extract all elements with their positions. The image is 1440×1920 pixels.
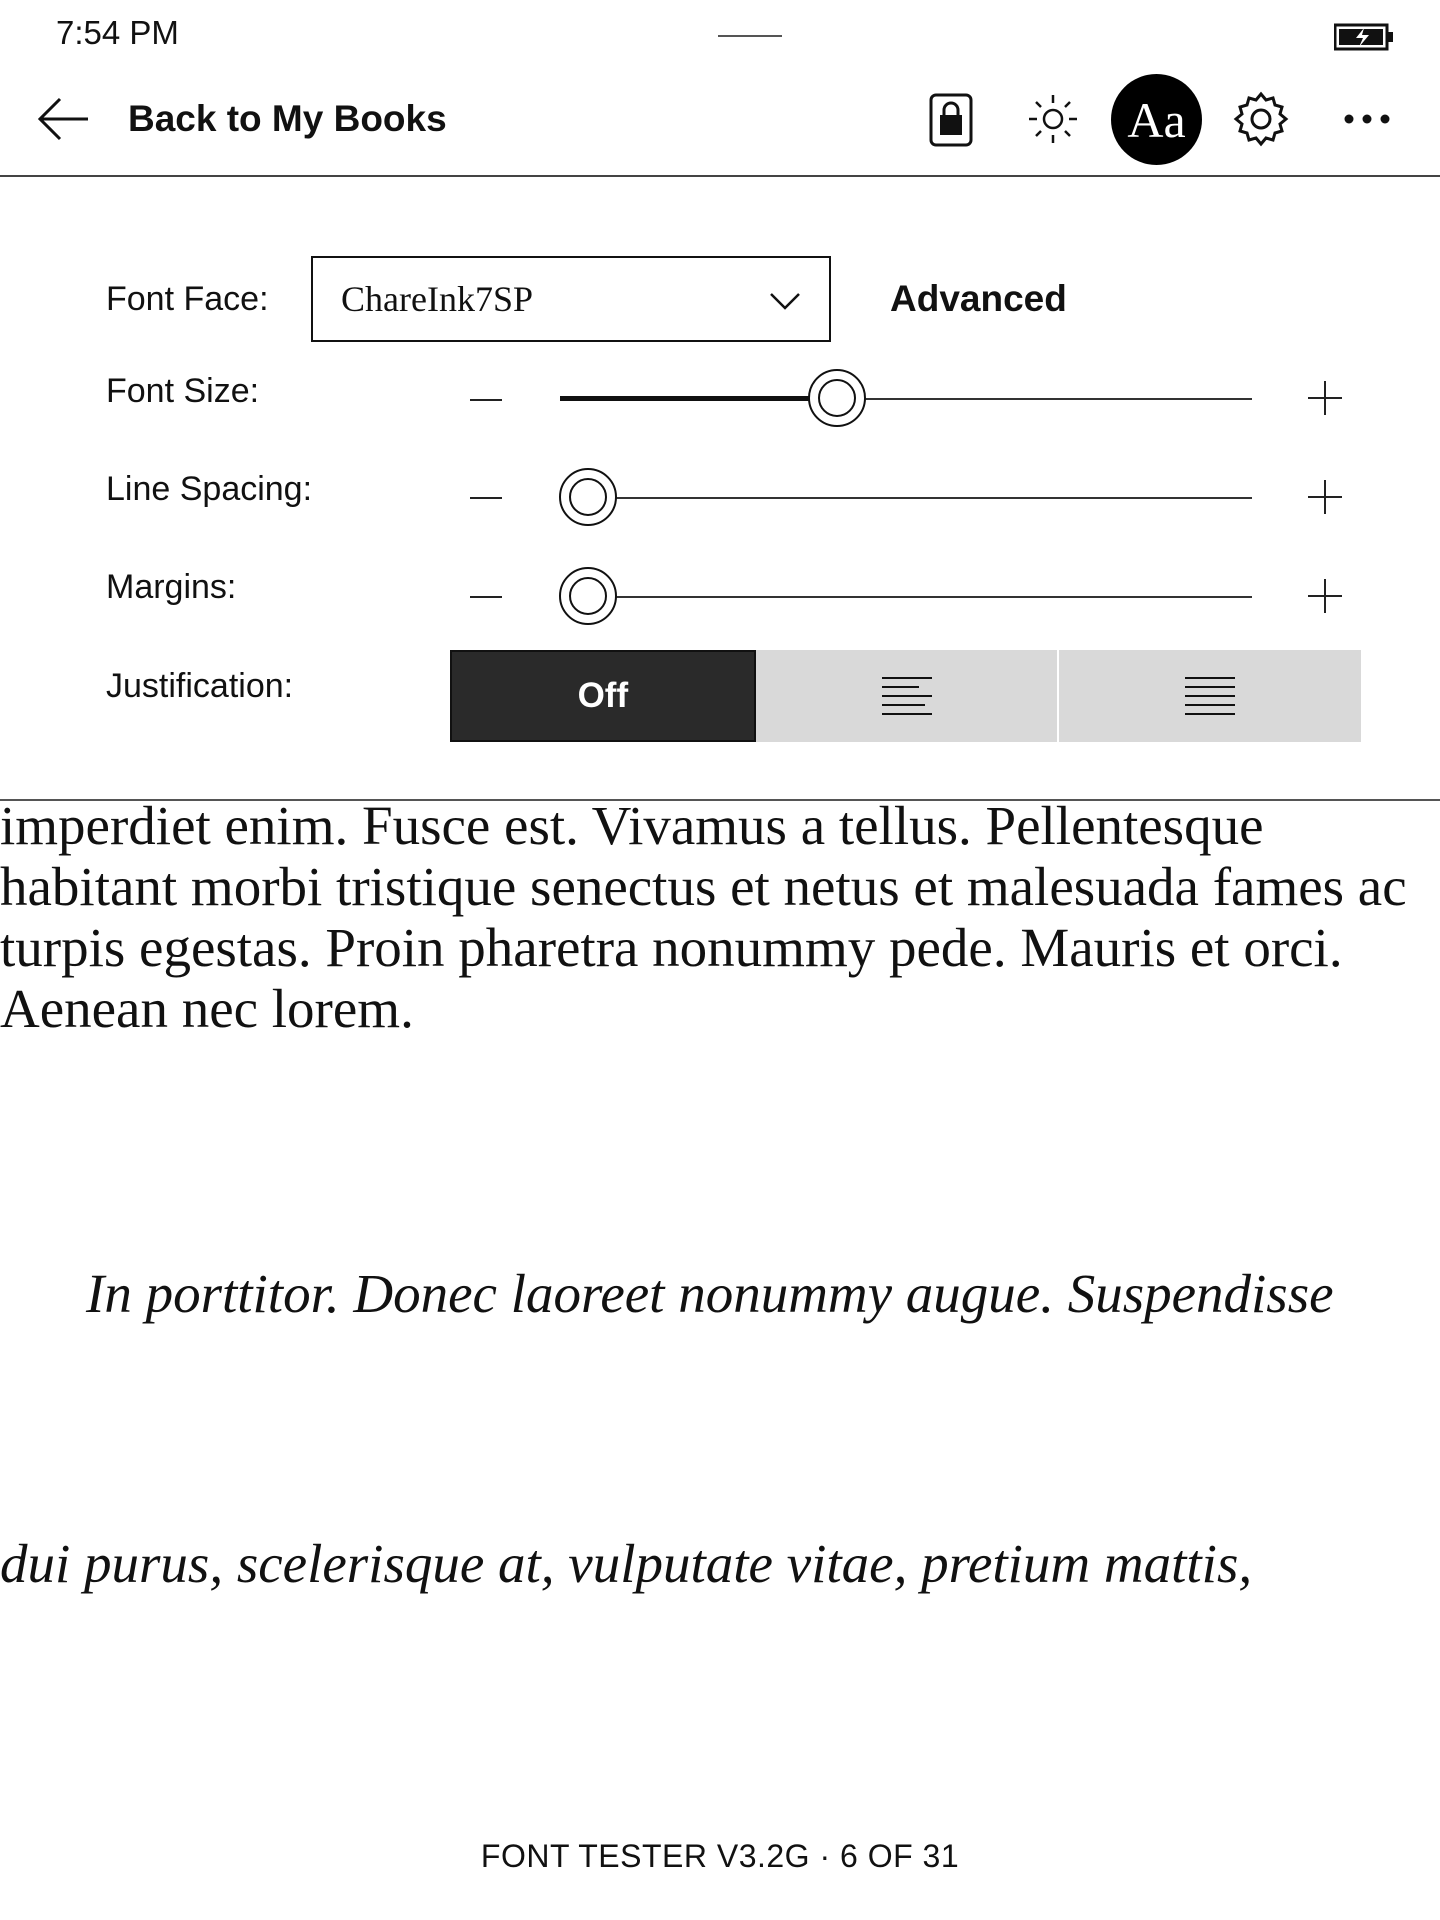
brightness-icon[interactable] xyxy=(1022,88,1084,150)
more-icon[interactable] xyxy=(1336,88,1398,150)
align-justify-icon xyxy=(1184,675,1236,717)
align-left-icon xyxy=(881,675,933,717)
book-italic-line: dui purus, scelerisque at, vulputate vitae, pretium mattis, xyxy=(0,1533,1253,1594)
justification-full-button[interactable] xyxy=(1059,650,1361,742)
font-size-label: Font Size: xyxy=(106,372,260,410)
font-size-slider-knob[interactable] xyxy=(808,369,866,427)
justification-left-button[interactable] xyxy=(756,650,1060,742)
font-face-dropdown[interactable] xyxy=(311,256,831,342)
line-spacing-label: Line Spacing: xyxy=(106,470,313,508)
justification-label: Justification: xyxy=(106,667,294,705)
font-size-decrease-button[interactable] xyxy=(470,399,502,401)
back-to-books-link[interactable]: Back to My Books xyxy=(128,98,447,139)
lock-icon[interactable] xyxy=(920,88,982,150)
battery-charging-icon xyxy=(1334,22,1394,52)
margins-slider-knob[interactable] xyxy=(559,567,617,625)
justification-off-button[interactable]: Off xyxy=(450,650,756,742)
font-size-increase-button[interactable] xyxy=(1308,381,1342,415)
status-time: 7:54 PM xyxy=(56,14,179,51)
margins-label: Margins: xyxy=(106,568,237,606)
margins-increase-button[interactable] xyxy=(1308,579,1342,613)
line-spacing-slider[interactable] xyxy=(560,497,1252,499)
book-italic-line: In porttitor. Donec laoreet nonummy augue. Suspendisse xyxy=(86,1263,1334,1324)
font-size-slider-fill xyxy=(560,396,837,401)
gear-icon[interactable] xyxy=(1230,88,1292,150)
justification-segmented-control xyxy=(450,650,1361,742)
chevron-down-icon xyxy=(769,284,801,316)
advanced-button[interactable]: Advanced xyxy=(890,278,1067,319)
font-settings-icon[interactable]: Aa xyxy=(1111,74,1202,165)
font-face-value: ChareInk7SP xyxy=(341,279,533,319)
book-paragraph: imperdiet enim. Fusce est. Vivamus a tellus. Pellentesque habitant morbi tristique senectus et netus et malesuada fames ac turpis egestas. Proin pharetra nonummy pede. Mauris et orci. Aenean nec lorem. xyxy=(0,795,1407,1039)
margins-decrease-button[interactable] xyxy=(470,596,502,598)
back-arrow-icon[interactable] xyxy=(36,96,92,142)
line-spacing-increase-button[interactable] xyxy=(1308,480,1342,514)
margins-slider[interactable] xyxy=(560,596,1252,598)
font-face-label: Font Face: xyxy=(106,280,269,318)
pull-down-handle[interactable] xyxy=(718,35,782,37)
line-spacing-decrease-button[interactable] xyxy=(470,497,502,499)
font-size-slider[interactable] xyxy=(560,398,1252,400)
line-spacing-slider-knob[interactable] xyxy=(559,468,617,526)
toolbar-divider xyxy=(0,175,1440,177)
page-footer: FONT TESTER V3.2G · 6 OF 31 xyxy=(480,1838,960,1874)
